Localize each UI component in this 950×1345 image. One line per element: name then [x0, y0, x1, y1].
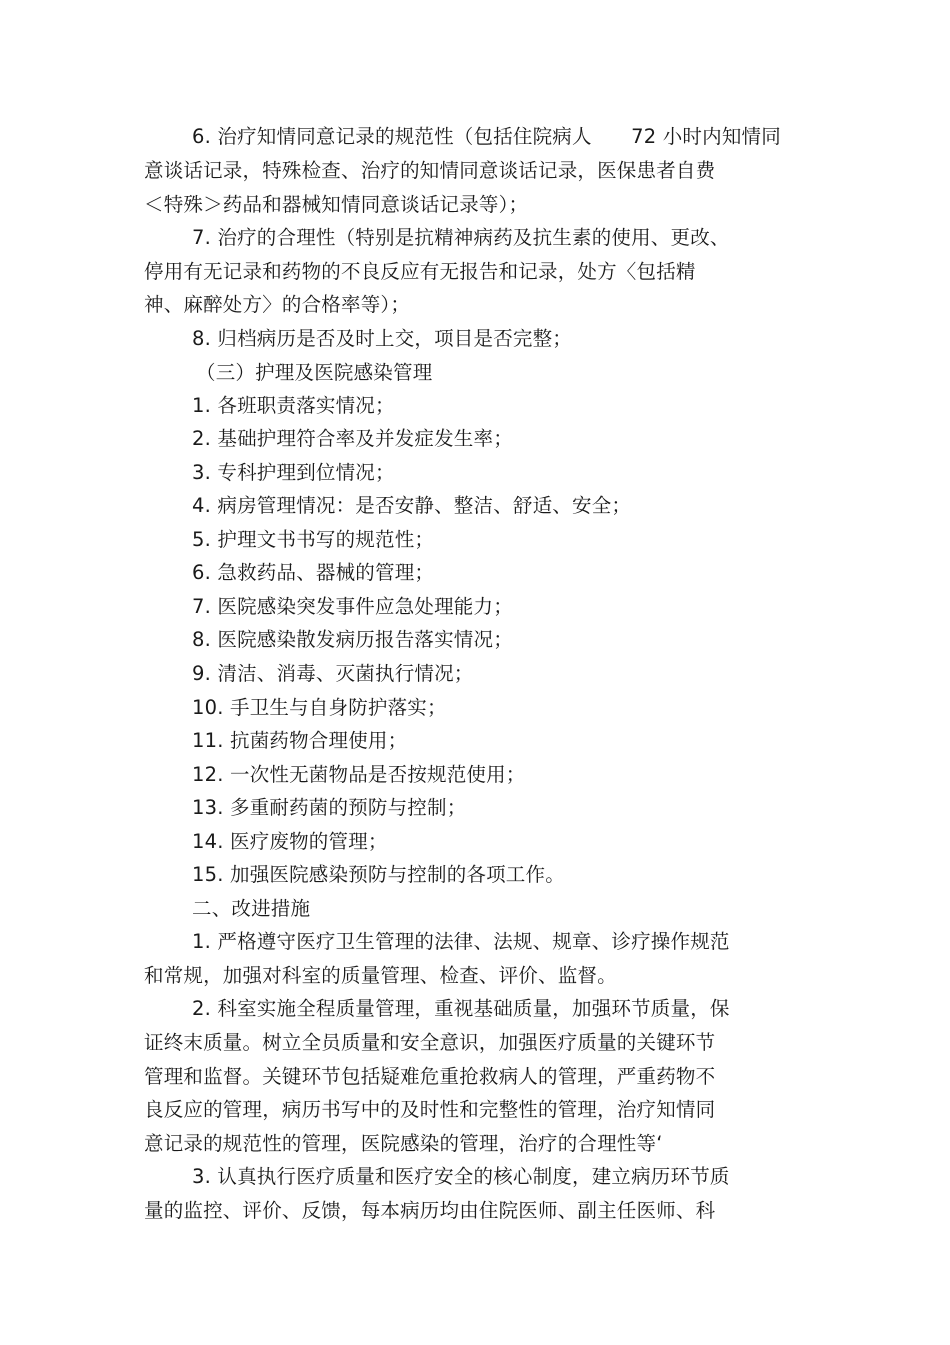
list-item: 12. 一次性无菌物品是否按规范使用； [192, 763, 526, 786]
list-item: 3. 专科护理到位情况； [192, 461, 395, 484]
paragraph-line: 管理和监督。关键环节包括疑难危重抢救病人的管理，严重药物不 [144, 1065, 716, 1088]
list-item: 15. 加强医院感染预防与控制的各项工作。 [192, 863, 565, 886]
list-item: 10. 手卫生与自身防护落实； [192, 696, 447, 719]
text-line: ＜特殊＞药品和器械知情同意谈话记录等）； [144, 193, 529, 216]
list-item: 1. 各班职责落实情况； [192, 394, 395, 417]
text-line: 神、麻醉处方〉的合格率等）； [144, 293, 411, 316]
list-item: 11. 抗菌药物合理使用； [192, 729, 408, 752]
paragraph-line: 证终末质量。树立全员质量和安全意识，加强医疗质量的关键环节 [144, 1031, 716, 1054]
text-line: 8. 归档病历是否及时上交，项目是否完整； [192, 327, 573, 350]
paragraph-line: 2. 科室实施全程质量管理，重视基础质量，加强环节质量，保 [192, 997, 730, 1020]
list-item: 14. 医疗废物的管理； [192, 830, 388, 853]
text-line: 停用有无记录和药物的不良反应有无报告和记录，处方〈包括精 [144, 260, 696, 283]
list-item: 6. 急救药品、器械的管理； [192, 561, 435, 584]
paragraph-line: 量的监控、评价、反馈，每本病历均由住院医师、副主任医师、科 [144, 1199, 716, 1222]
paragraph-line: 和常规，加强对科室的质量管理、检查、评价、监督。 [144, 964, 617, 987]
paragraph-line: 意记录的规范性的管理，医院感染的管理，治疗的合理性等‘ [144, 1132, 663, 1155]
section-heading: （三）护理及医院感染管理 [196, 361, 433, 384]
text-line: 7. 治疗的合理性（特别是抗精神病药及抗生素的使用、更改、 [192, 226, 730, 249]
paragraph-line: 良反应的管理，病历书写中的及时性和完整性的管理，治疗知情同 [144, 1098, 716, 1121]
list-item: 9. 清洁、消毒、灭菌执行情况； [192, 662, 474, 685]
text-line: 6. 治疗知情同意记录的规范性（包括住院病人 72 小时内知情同 [192, 125, 781, 148]
list-item: 4. 病房管理情况：是否安静、整洁、舒适、安全； [192, 494, 632, 517]
paragraph-line: 1. 严格遵守医疗卫生管理的法律、法规、规章、诊疗操作规范 [192, 930, 730, 953]
list-item: 5. 护理文书书写的规范性； [192, 528, 435, 551]
text-line: 意谈话记录，特殊检查、治疗的知情同意谈话记录，医保患者自费 [144, 159, 716, 182]
section-heading: 二、改进措施 [192, 897, 311, 920]
list-item: 7. 医院感染突发事件应急处理能力； [192, 595, 513, 618]
list-item: 13. 多重耐药菌的预防与控制； [192, 796, 467, 819]
paragraph-line: 3. 认真执行医疗质量和医疗安全的核心制度，建立病历环节质 [192, 1165, 730, 1188]
list-item: 2. 基础护理符合率及并发症发生率； [192, 427, 513, 450]
list-item: 8. 医院感染散发病历报告落实情况； [192, 628, 513, 651]
